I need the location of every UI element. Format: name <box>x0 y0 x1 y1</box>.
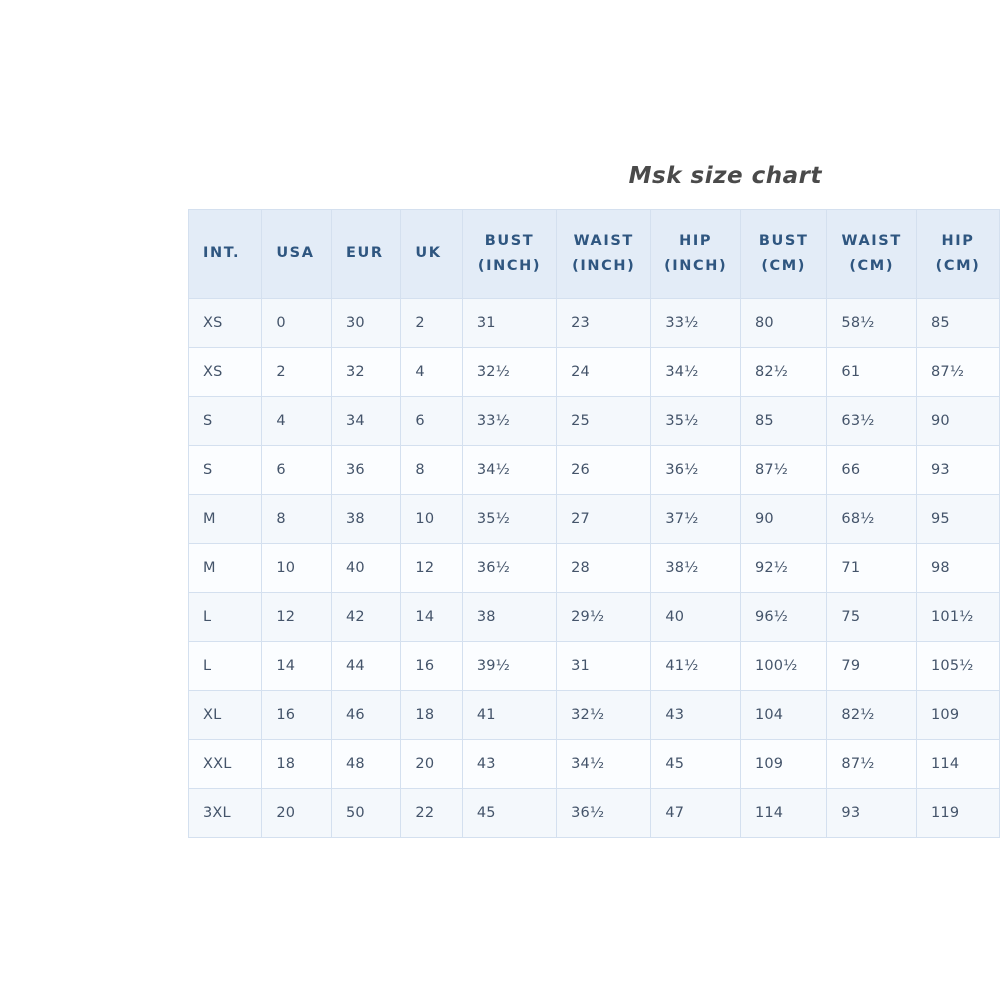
cell-bust-inch: 41 <box>462 691 556 740</box>
column-header-hip-inch-name: HIP <box>679 232 713 249</box>
cell-hip-inch: 34½ <box>651 348 741 397</box>
cell-hip-inch: 33½ <box>651 299 741 348</box>
cell-hip-inch: 38½ <box>651 544 741 593</box>
cell-bust-inch: 39½ <box>462 642 556 691</box>
column-header-bust-inch <box>462 210 556 299</box>
cell-bust-inch: 32½ <box>462 348 556 397</box>
cell-hip-inch: 40 <box>651 593 741 642</box>
cell-hip-inch: 37½ <box>651 495 741 544</box>
cell-waist-cm: 58½ <box>827 299 917 348</box>
column-header-hip-cm-name: HIP <box>941 232 975 249</box>
cell-int: S <box>189 397 262 446</box>
cell-hip-inch: 47 <box>651 789 741 838</box>
table-row <box>189 642 1000 691</box>
table-row <box>189 740 1000 789</box>
cell-int: M <box>189 544 262 593</box>
cell-hip-cm: 93 <box>916 446 999 495</box>
column-header-int <box>189 210 262 299</box>
cell-usa: 10 <box>262 544 332 593</box>
cell-waist-inch: 27 <box>557 495 651 544</box>
cell-uk: 16 <box>401 642 462 691</box>
column-header-int-name: INT. <box>203 245 241 262</box>
cell-waist-cm: 71 <box>827 544 917 593</box>
table-row <box>189 495 1000 544</box>
cell-hip-cm: 95 <box>916 495 999 544</box>
cell-uk: 10 <box>401 495 462 544</box>
cell-eur: 34 <box>331 397 400 446</box>
column-header-bust-inch-unit: (INCH) <box>477 258 542 274</box>
cell-eur: 44 <box>331 642 400 691</box>
column-header-waist-inch-name: WAIST <box>573 232 634 249</box>
cell-uk: 6 <box>401 397 462 446</box>
cell-waist-cm: 93 <box>827 789 917 838</box>
table-header <box>189 210 1000 299</box>
cell-waist-inch: 28 <box>557 544 651 593</box>
cell-usa: 4 <box>262 397 332 446</box>
cell-usa: 20 <box>262 789 332 838</box>
table-row <box>189 397 1000 446</box>
cell-bust-cm: 114 <box>740 789 826 838</box>
cell-eur: 46 <box>331 691 400 740</box>
cell-uk: 4 <box>401 348 462 397</box>
cell-bust-cm: 85 <box>740 397 826 446</box>
cell-bust-cm: 87½ <box>740 446 826 495</box>
cell-uk: 18 <box>401 691 462 740</box>
column-header-bust-cm <box>740 210 826 299</box>
cell-bust-inch: 35½ <box>462 495 556 544</box>
table-row <box>189 789 1000 838</box>
cell-waist-inch: 32½ <box>557 691 651 740</box>
column-header-usa <box>262 210 332 299</box>
cell-uk: 20 <box>401 740 462 789</box>
cell-hip-inch: 36½ <box>651 446 741 495</box>
cell-waist-inch: 34½ <box>557 740 651 789</box>
cell-waist-cm: 66 <box>827 446 917 495</box>
table-body <box>189 299 1000 838</box>
column-header-waist-inch-unit: (INCH) <box>572 258 636 274</box>
cell-waist-cm: 68½ <box>827 495 917 544</box>
cell-int: XL <box>189 691 262 740</box>
cell-waist-cm: 75 <box>827 593 917 642</box>
cell-uk: 14 <box>401 593 462 642</box>
cell-bust-inch: 45 <box>462 789 556 838</box>
column-header-hip-inch-unit: (INCH) <box>664 258 728 274</box>
column-header-waist-cm <box>827 210 917 299</box>
cell-bust-cm: 96½ <box>740 593 826 642</box>
cell-bust-inch: 38 <box>462 593 556 642</box>
cell-int: 3XL <box>189 789 262 838</box>
cell-hip-inch: 35½ <box>651 397 741 446</box>
cell-usa: 6 <box>262 446 332 495</box>
cell-usa: 12 <box>262 593 332 642</box>
column-header-bust-inch-name: BUST <box>484 232 535 249</box>
cell-waist-cm: 87½ <box>827 740 917 789</box>
cell-usa: 2 <box>262 348 332 397</box>
cell-usa: 18 <box>262 740 332 789</box>
column-header-hip-cm-unit: (CM) <box>935 258 981 274</box>
table-header-row <box>189 210 1000 299</box>
cell-usa: 0 <box>262 299 332 348</box>
cell-uk: 2 <box>401 299 462 348</box>
cell-waist-cm: 61 <box>827 348 917 397</box>
cell-waist-inch: 23 <box>557 299 651 348</box>
table-row <box>189 593 1000 642</box>
cell-usa: 8 <box>262 495 332 544</box>
cell-bust-cm: 100½ <box>740 642 826 691</box>
cell-uk: 22 <box>401 789 462 838</box>
cell-waist-inch: 29½ <box>557 593 651 642</box>
table-row <box>189 544 1000 593</box>
table-row <box>189 446 1000 495</box>
cell-waist-cm: 79 <box>827 642 917 691</box>
cell-int: L <box>189 593 262 642</box>
cell-int: XS <box>189 299 262 348</box>
cell-eur: 30 <box>331 299 400 348</box>
cell-int: L <box>189 642 262 691</box>
cell-hip-cm: 90 <box>916 397 999 446</box>
column-header-uk <box>401 210 462 299</box>
cell-bust-inch: 31 <box>462 299 556 348</box>
cell-hip-cm: 114 <box>916 740 999 789</box>
cell-waist-inch: 25 <box>557 397 651 446</box>
table-row <box>189 299 1000 348</box>
cell-bust-inch: 34½ <box>462 446 556 495</box>
cell-int: M <box>189 495 262 544</box>
column-header-waist-inch <box>557 210 651 299</box>
cell-hip-cm: 109 <box>916 691 999 740</box>
cell-waist-inch: 26 <box>557 446 651 495</box>
cell-waist-cm: 82½ <box>827 691 917 740</box>
cell-int: XS <box>189 348 262 397</box>
cell-waist-inch: 24 <box>557 348 651 397</box>
cell-bust-inch: 36½ <box>462 544 556 593</box>
cell-eur: 40 <box>331 544 400 593</box>
cell-hip-cm: 85 <box>916 299 999 348</box>
cell-bust-cm: 90 <box>740 495 826 544</box>
cell-usa: 14 <box>262 642 332 691</box>
cell-bust-cm: 109 <box>740 740 826 789</box>
cell-eur: 50 <box>331 789 400 838</box>
cell-hip-cm: 119 <box>916 789 999 838</box>
cell-hip-inch: 45 <box>651 740 741 789</box>
cell-uk: 8 <box>401 446 462 495</box>
cell-bust-cm: 104 <box>740 691 826 740</box>
cell-hip-cm: 105½ <box>916 642 999 691</box>
cell-waist-cm: 63½ <box>827 397 917 446</box>
cell-hip-cm: 101½ <box>916 593 999 642</box>
column-header-bust-cm-unit: (CM) <box>761 258 807 274</box>
cell-bust-inch: 43 <box>462 740 556 789</box>
column-header-eur <box>331 210 400 299</box>
cell-bust-cm: 80 <box>740 299 826 348</box>
table-row <box>189 348 1000 397</box>
cell-bust-cm: 92½ <box>740 544 826 593</box>
size-chart-table <box>188 209 1000 838</box>
column-header-waist-cm-name: WAIST <box>841 232 902 249</box>
column-header-usa-name: USA <box>276 245 315 262</box>
column-header-hip-cm <box>916 210 999 299</box>
cell-int: S <box>189 446 262 495</box>
cell-eur: 48 <box>331 740 400 789</box>
cell-usa: 16 <box>262 691 332 740</box>
cell-bust-cm: 82½ <box>740 348 826 397</box>
column-header-eur-name: EUR <box>345 245 384 262</box>
cell-hip-cm: 98 <box>916 544 999 593</box>
column-header-waist-cm-unit: (CM) <box>849 258 895 274</box>
cell-eur: 38 <box>331 495 400 544</box>
column-header-uk-name: UK <box>415 245 442 262</box>
cell-bust-inch: 33½ <box>462 397 556 446</box>
cell-waist-inch: 36½ <box>557 789 651 838</box>
cell-uk: 12 <box>401 544 462 593</box>
cell-hip-inch: 43 <box>651 691 741 740</box>
page-title: Msk size chart <box>628 163 822 189</box>
column-header-bust-cm-name: BUST <box>758 232 809 249</box>
cell-hip-cm: 87½ <box>916 348 999 397</box>
cell-eur: 42 <box>331 593 400 642</box>
table-row <box>189 691 1000 740</box>
cell-eur: 32 <box>331 348 400 397</box>
cell-int: XXL <box>189 740 262 789</box>
column-header-hip-inch <box>651 210 741 299</box>
cell-waist-inch: 31 <box>557 642 651 691</box>
cell-eur: 36 <box>331 446 400 495</box>
cell-hip-inch: 41½ <box>651 642 741 691</box>
